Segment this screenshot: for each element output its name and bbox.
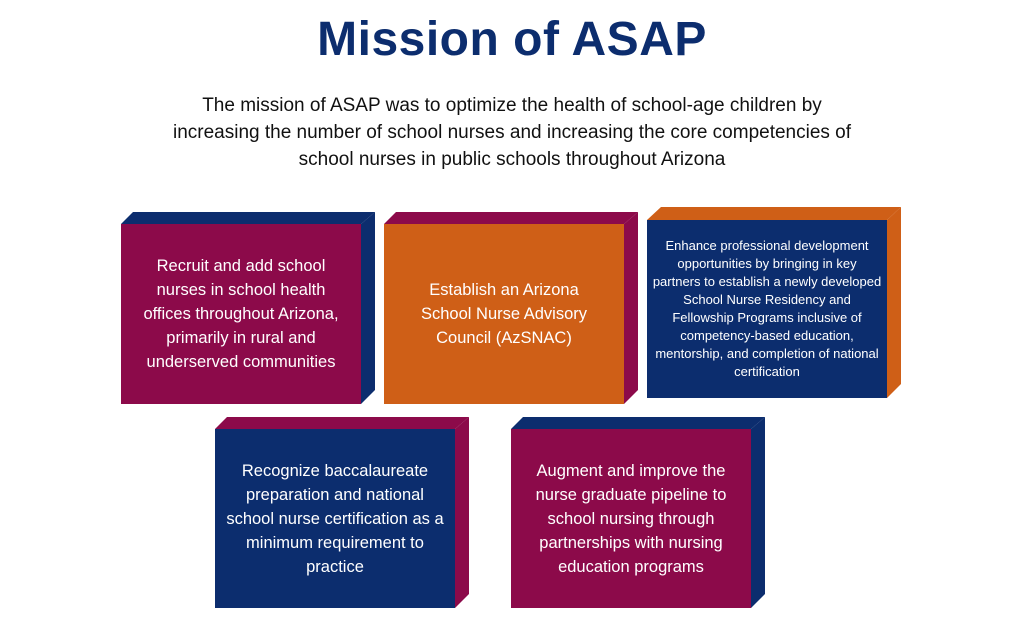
page-title: Mission of ASAP bbox=[317, 13, 707, 66]
goal-box-text: Enhance professional development opportunities by bringing in key partners to establish a newly developed School Nurse Residency and Fellowship Programs inclusive of competency-based education, mentorship, and completion of national certification bbox=[652, 238, 882, 379]
goal-box-face bbox=[647, 220, 887, 398]
goal-box-professional-development bbox=[647, 207, 901, 398]
goal-box-face bbox=[215, 429, 455, 608]
goal-box-text: Augment and improve the nurse graduate pipeline to school nursing through partnerships with nursing education programs bbox=[535, 461, 727, 576]
goal-box-face bbox=[121, 224, 361, 404]
goal-box-advisory-council bbox=[384, 212, 638, 404]
goal-box-face bbox=[384, 224, 624, 404]
goal-box-graduate-pipeline bbox=[511, 417, 765, 608]
goal-box-text: Recruit and add school nurses in school health offices throughout Arizona, primarily in rural and underserved communities bbox=[143, 257, 339, 371]
goal-box-face bbox=[511, 429, 751, 608]
goal-box-certification bbox=[215, 417, 469, 608]
goal-box-text: Establish an Arizona School Nurse Advisory Council (AzSNAC) bbox=[421, 281, 587, 347]
mission-statement: The mission of ASAP was to optimize the health of school-age children by increasing the number of school nurses and increasing the core competencies of school nurses in public schools throughout Arizona bbox=[172, 95, 852, 170]
goal-box-text: Recognize baccalaureate preparation and national school nurse certification as a minimum requirement to practice bbox=[226, 461, 444, 576]
goal-box-recruit-nurses bbox=[121, 212, 375, 404]
